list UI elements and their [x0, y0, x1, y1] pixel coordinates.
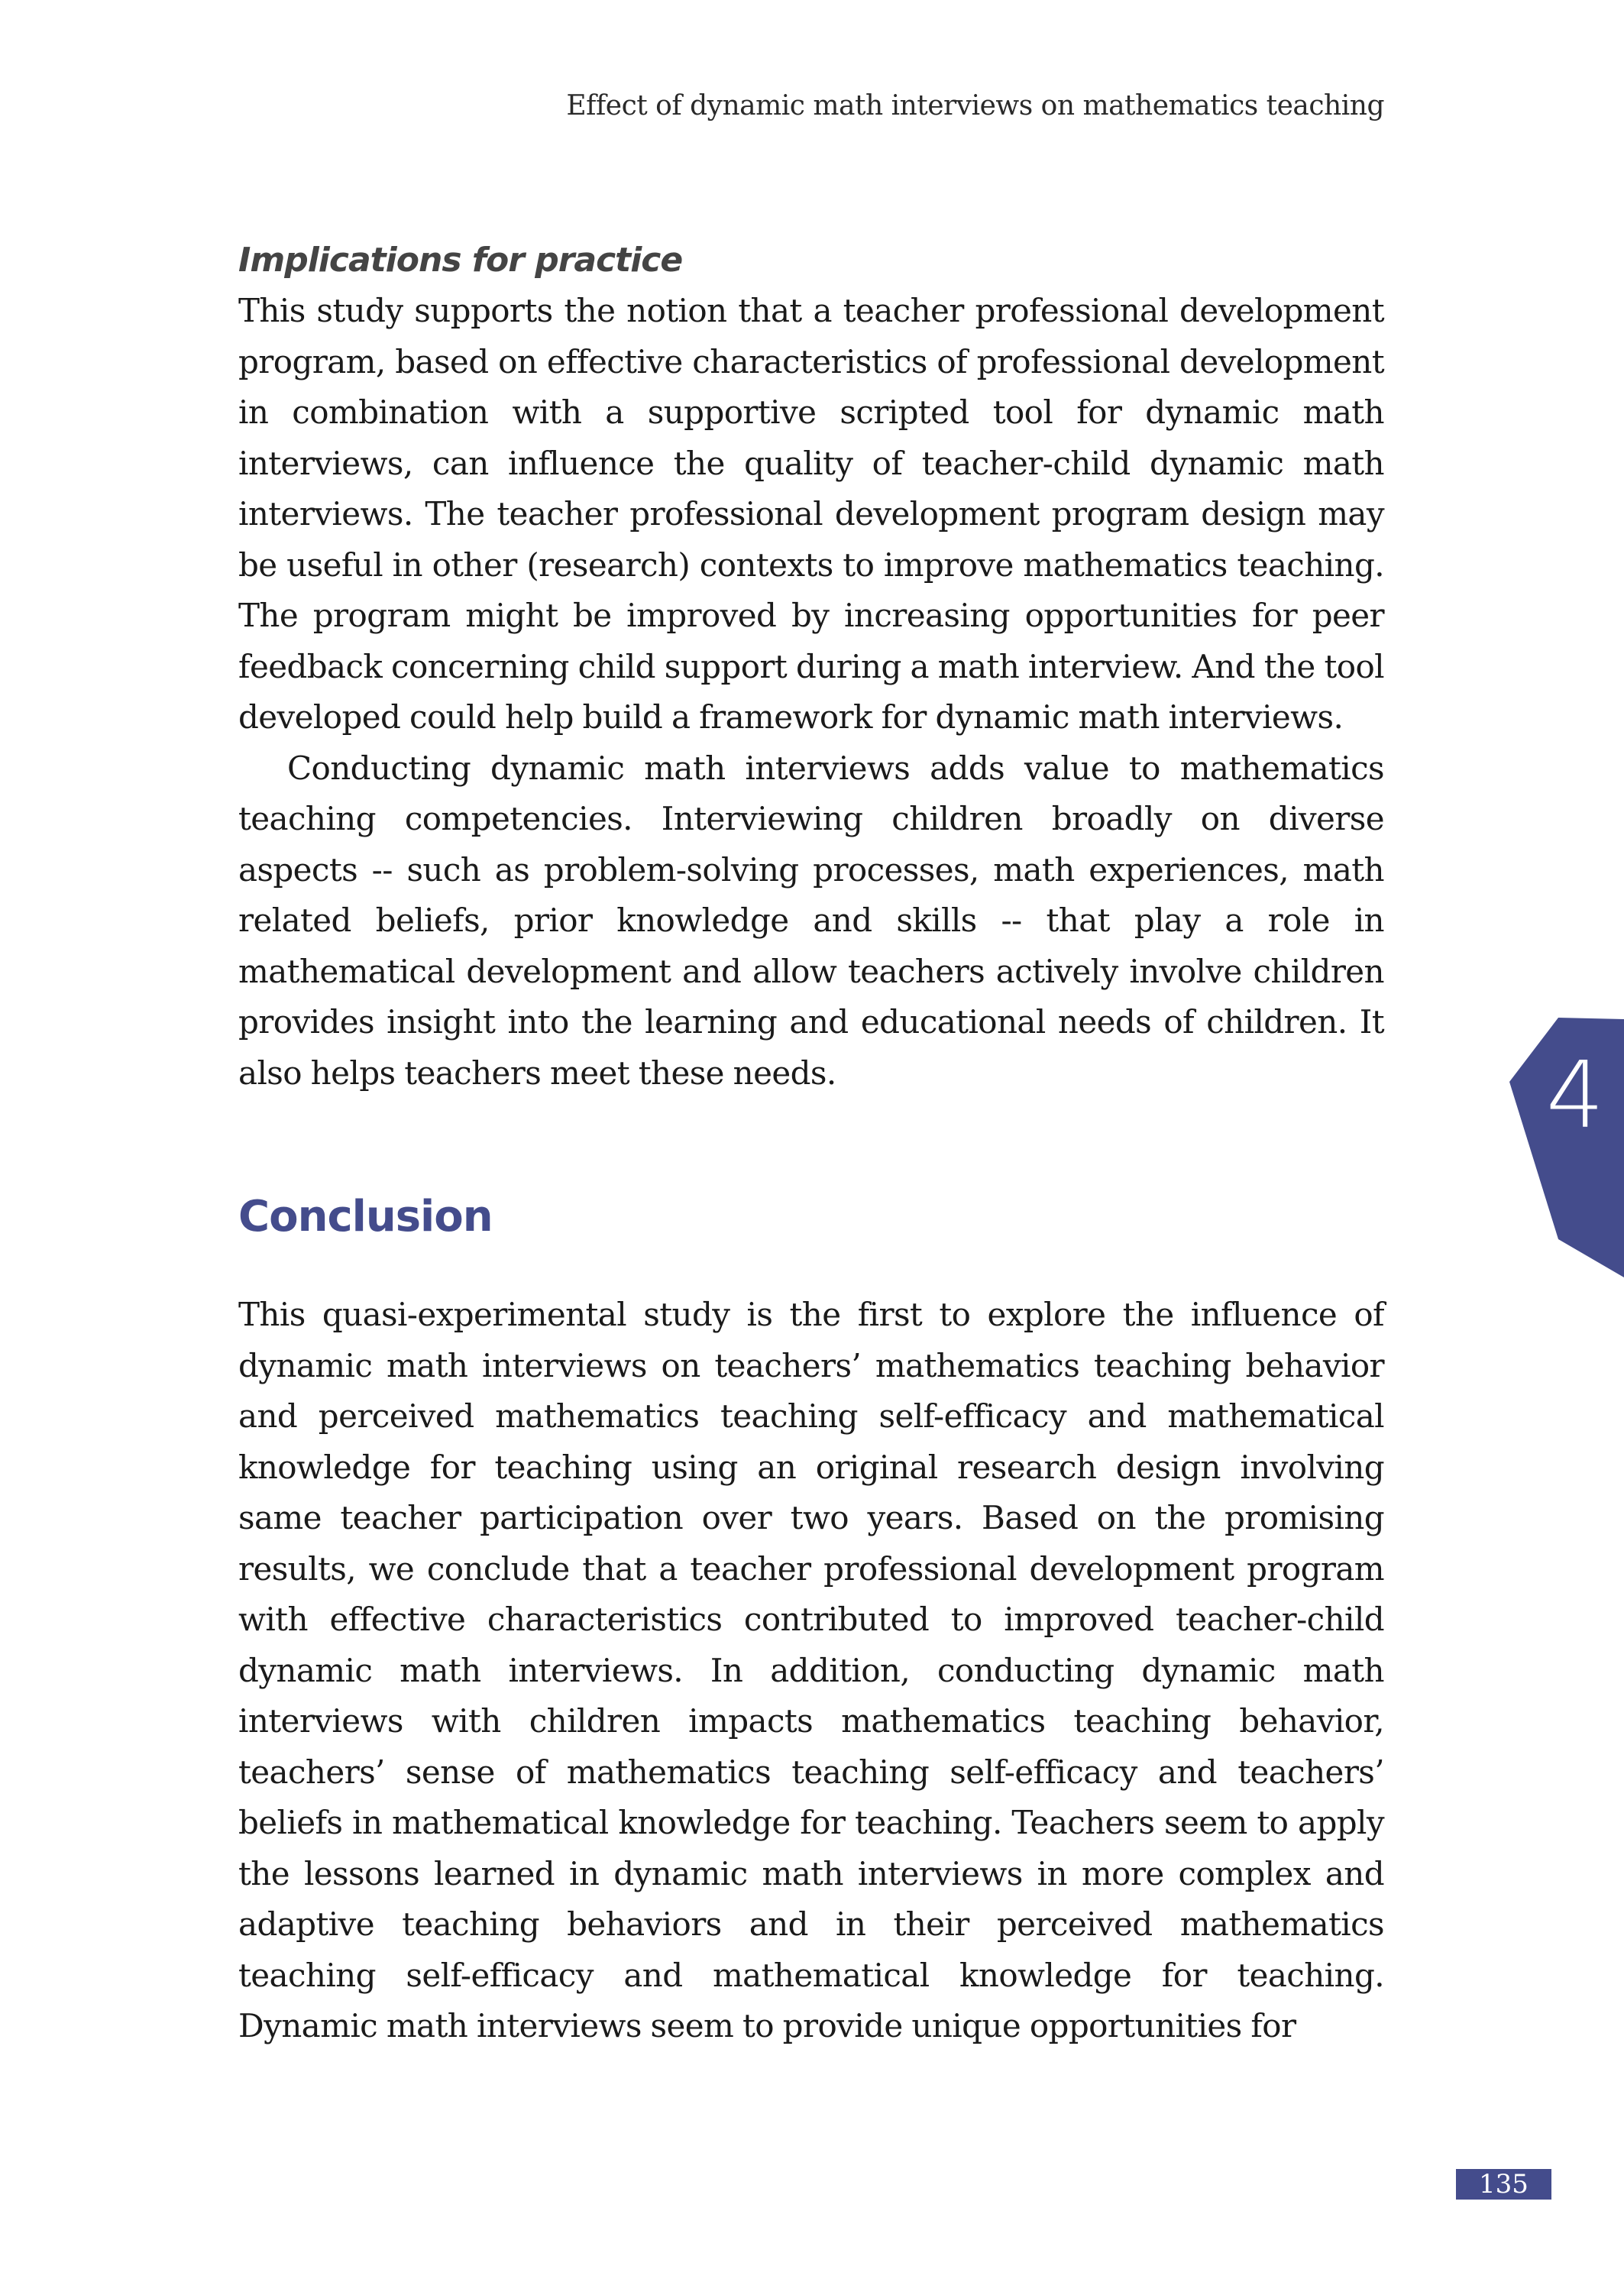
- section-conclusion: [238, 1190, 1384, 2052]
- paragraph: This quasi-experimental study is the first to explore the influence of dynamic math interviews on teachers’ mathematics teaching behavior and perceived mathematics teaching self-efficacy and mathematical knowledge for teaching using an original research design involving same teacher participation over two years. Based on the promising results, we conclude that a teacher professional development program with effective characteristics contributed to improved teacher-child dynamic math interviews. In addition, conducting dynamic math interviews with children impacts mathematics teaching behavior, teachers’ sense of mathematics teaching self-efficacy and teachers’ beliefs in mathematical knowledge for teaching. Teachers seem to apply the lessons learned in dynamic math interviews in more complex and adaptive teaching behaviors and in their perceived mathematics teaching self-efficacy and mathematical knowledge for teaching. Dynamic math interviews seem to provide unique opportunities for: [238, 1296, 1384, 2044]
- section-implications: [238, 235, 1384, 1099]
- section-heading: Conclusion: [238, 1192, 493, 1242]
- chapter-number: 4: [1545, 1043, 1605, 1149]
- page-number: 135: [1456, 2169, 1551, 2200]
- subsection-heading: Implications for practice: [238, 241, 683, 280]
- paragraph: This study supports the notion that a teacher professional development program, based on effective characteristics of professional development in combination with a supportive scripted tool for dynamic math interviews, can influence the quality of teacher-child dynamic math interviews. The teacher professional development program design may be useful in other (research) contexts to improve mathematics teaching. The program might be improved by increasing opportunities for peer feedback concerning child support during a math interview. And the tool developed could help build a framework for dynamic math interviews.: [238, 292, 1384, 736]
- paragraph: Conducting dynamic math interviews adds value to mathematics teaching competencies. Interviewing children broadly on diverse aspects -- such as problem-solving processes, math experiences, math related beliefs, prior knowledge and skills -- that play a role in mathematical development and allow teachers actively involve children provides insight into the learning and educational needs of children. It also helps teachers meet these needs.: [238, 749, 1384, 1092]
- running-head: Effect of dynamic math interviews on mathematics teaching: [566, 90, 1384, 121]
- page-content: [238, 235, 1384, 2052]
